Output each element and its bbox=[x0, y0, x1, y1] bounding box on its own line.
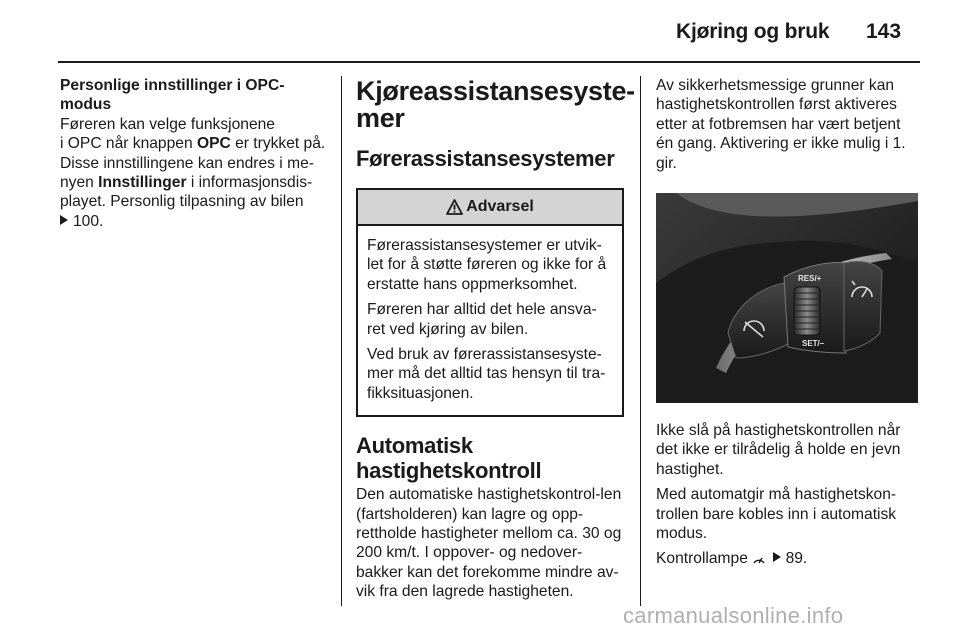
opc-text-d: nyen bbox=[60, 174, 99, 192]
page-ref-arrow-icon bbox=[773, 552, 781, 562]
column-3 bbox=[656, 76, 920, 569]
header-rule bbox=[58, 61, 920, 63]
warning-paragraph-1: Førerassistansesystemer er utvik-let for å støtte føreren og ikke for å erstatte hans oppmerksomhet. bbox=[367, 237, 607, 293]
opc-text-b: i OPC når knappen bbox=[60, 135, 197, 153]
cruise-control-lamp-icon bbox=[752, 552, 766, 565]
column-divider-2 bbox=[640, 76, 641, 606]
column-divider-1 bbox=[341, 76, 342, 606]
activation-note: Av sikkerhetsmessige grunner kan hastighetskontrollen først aktiveres etter at fotbremsen har vært betjent én gang. Aktivering er ikke mulig i 1. gir. bbox=[656, 77, 906, 172]
do-not-use-note: Ikke slå på hastighetskontrollen når det ikke er tilrådelig å holde en jevn hastighet. bbox=[656, 422, 901, 478]
automatic-gearbox-note: Med automatgir må hastighetskon-trollen bare kobles inn i automatisk modus. bbox=[656, 486, 897, 543]
warning-box bbox=[356, 188, 624, 417]
page-number: 143 bbox=[866, 20, 902, 43]
warning-header bbox=[358, 190, 622, 226]
cruise-control-description: Den automatiske hastighetskontrol-len (fartsholderen) kan lagre og opp-rettholde hastigheter mellom ca. 30 og 200 km/t. I oppover- og nedover-bakker kan det forekomme mindre av-vik fra den lagrede hastigheten. bbox=[356, 486, 622, 601]
warning-paragraph-2: Føreren har alltid det hele ansva-ret ved kjøring av bilen. bbox=[367, 301, 597, 338]
section-heading-line2: mer bbox=[356, 103, 405, 133]
opc-page-ref: 100. bbox=[73, 212, 104, 230]
opc-button-name: OPC bbox=[196, 135, 231, 153]
watermark: carmanualsonline.info bbox=[623, 603, 844, 628]
warning-paragraph-3: Ved bruk av førerassistansesyste-mer må det alltid tas hensyn til tra-fikksituasjonen. bbox=[367, 346, 606, 402]
control-lamp-ref bbox=[656, 549, 920, 568]
opc-settings-heading: Personlige innstillinger i OPC-modus bbox=[60, 77, 285, 114]
warning-body bbox=[358, 226, 622, 415]
column-2 bbox=[356, 76, 635, 602]
warning-triangle-icon bbox=[446, 199, 463, 215]
cruise-control-heading bbox=[356, 433, 626, 483]
res-label: RES/+ bbox=[798, 274, 822, 284]
cruise-heading-line2: hastighetskontroll bbox=[356, 458, 542, 484]
section-heading-line1: Kjøreassistansesyste- bbox=[356, 76, 635, 106]
settings-menu-name: Innstillinger bbox=[98, 174, 187, 192]
opc-settings-text bbox=[60, 115, 332, 231]
steering-wheel-controls-photo bbox=[656, 193, 918, 403]
page-ref-arrow-icon bbox=[60, 215, 68, 225]
subsection-heading: Førerassistansesystemer bbox=[356, 146, 615, 171]
set-label: SET/– bbox=[802, 339, 825, 349]
control-lamp-label: Kontrollampe bbox=[656, 550, 748, 568]
control-lamp-page-ref: 89. bbox=[785, 550, 808, 568]
opc-text-c: er trykket på. Disse innstillingene kan endres i me- bbox=[60, 135, 326, 172]
section-heading bbox=[356, 76, 635, 133]
opc-text-a: Føreren kan velge funksjonene bbox=[60, 115, 275, 133]
opc-text-e: i informasjonsdis-playet. Personlig tilpasning av bilen bbox=[60, 174, 313, 211]
warning-title: Advarsel bbox=[466, 198, 534, 216]
cruise-heading-line1: Automatisk bbox=[356, 433, 473, 459]
column-1 bbox=[60, 76, 332, 231]
running-header-title: Kjøring og bruk bbox=[676, 20, 830, 43]
